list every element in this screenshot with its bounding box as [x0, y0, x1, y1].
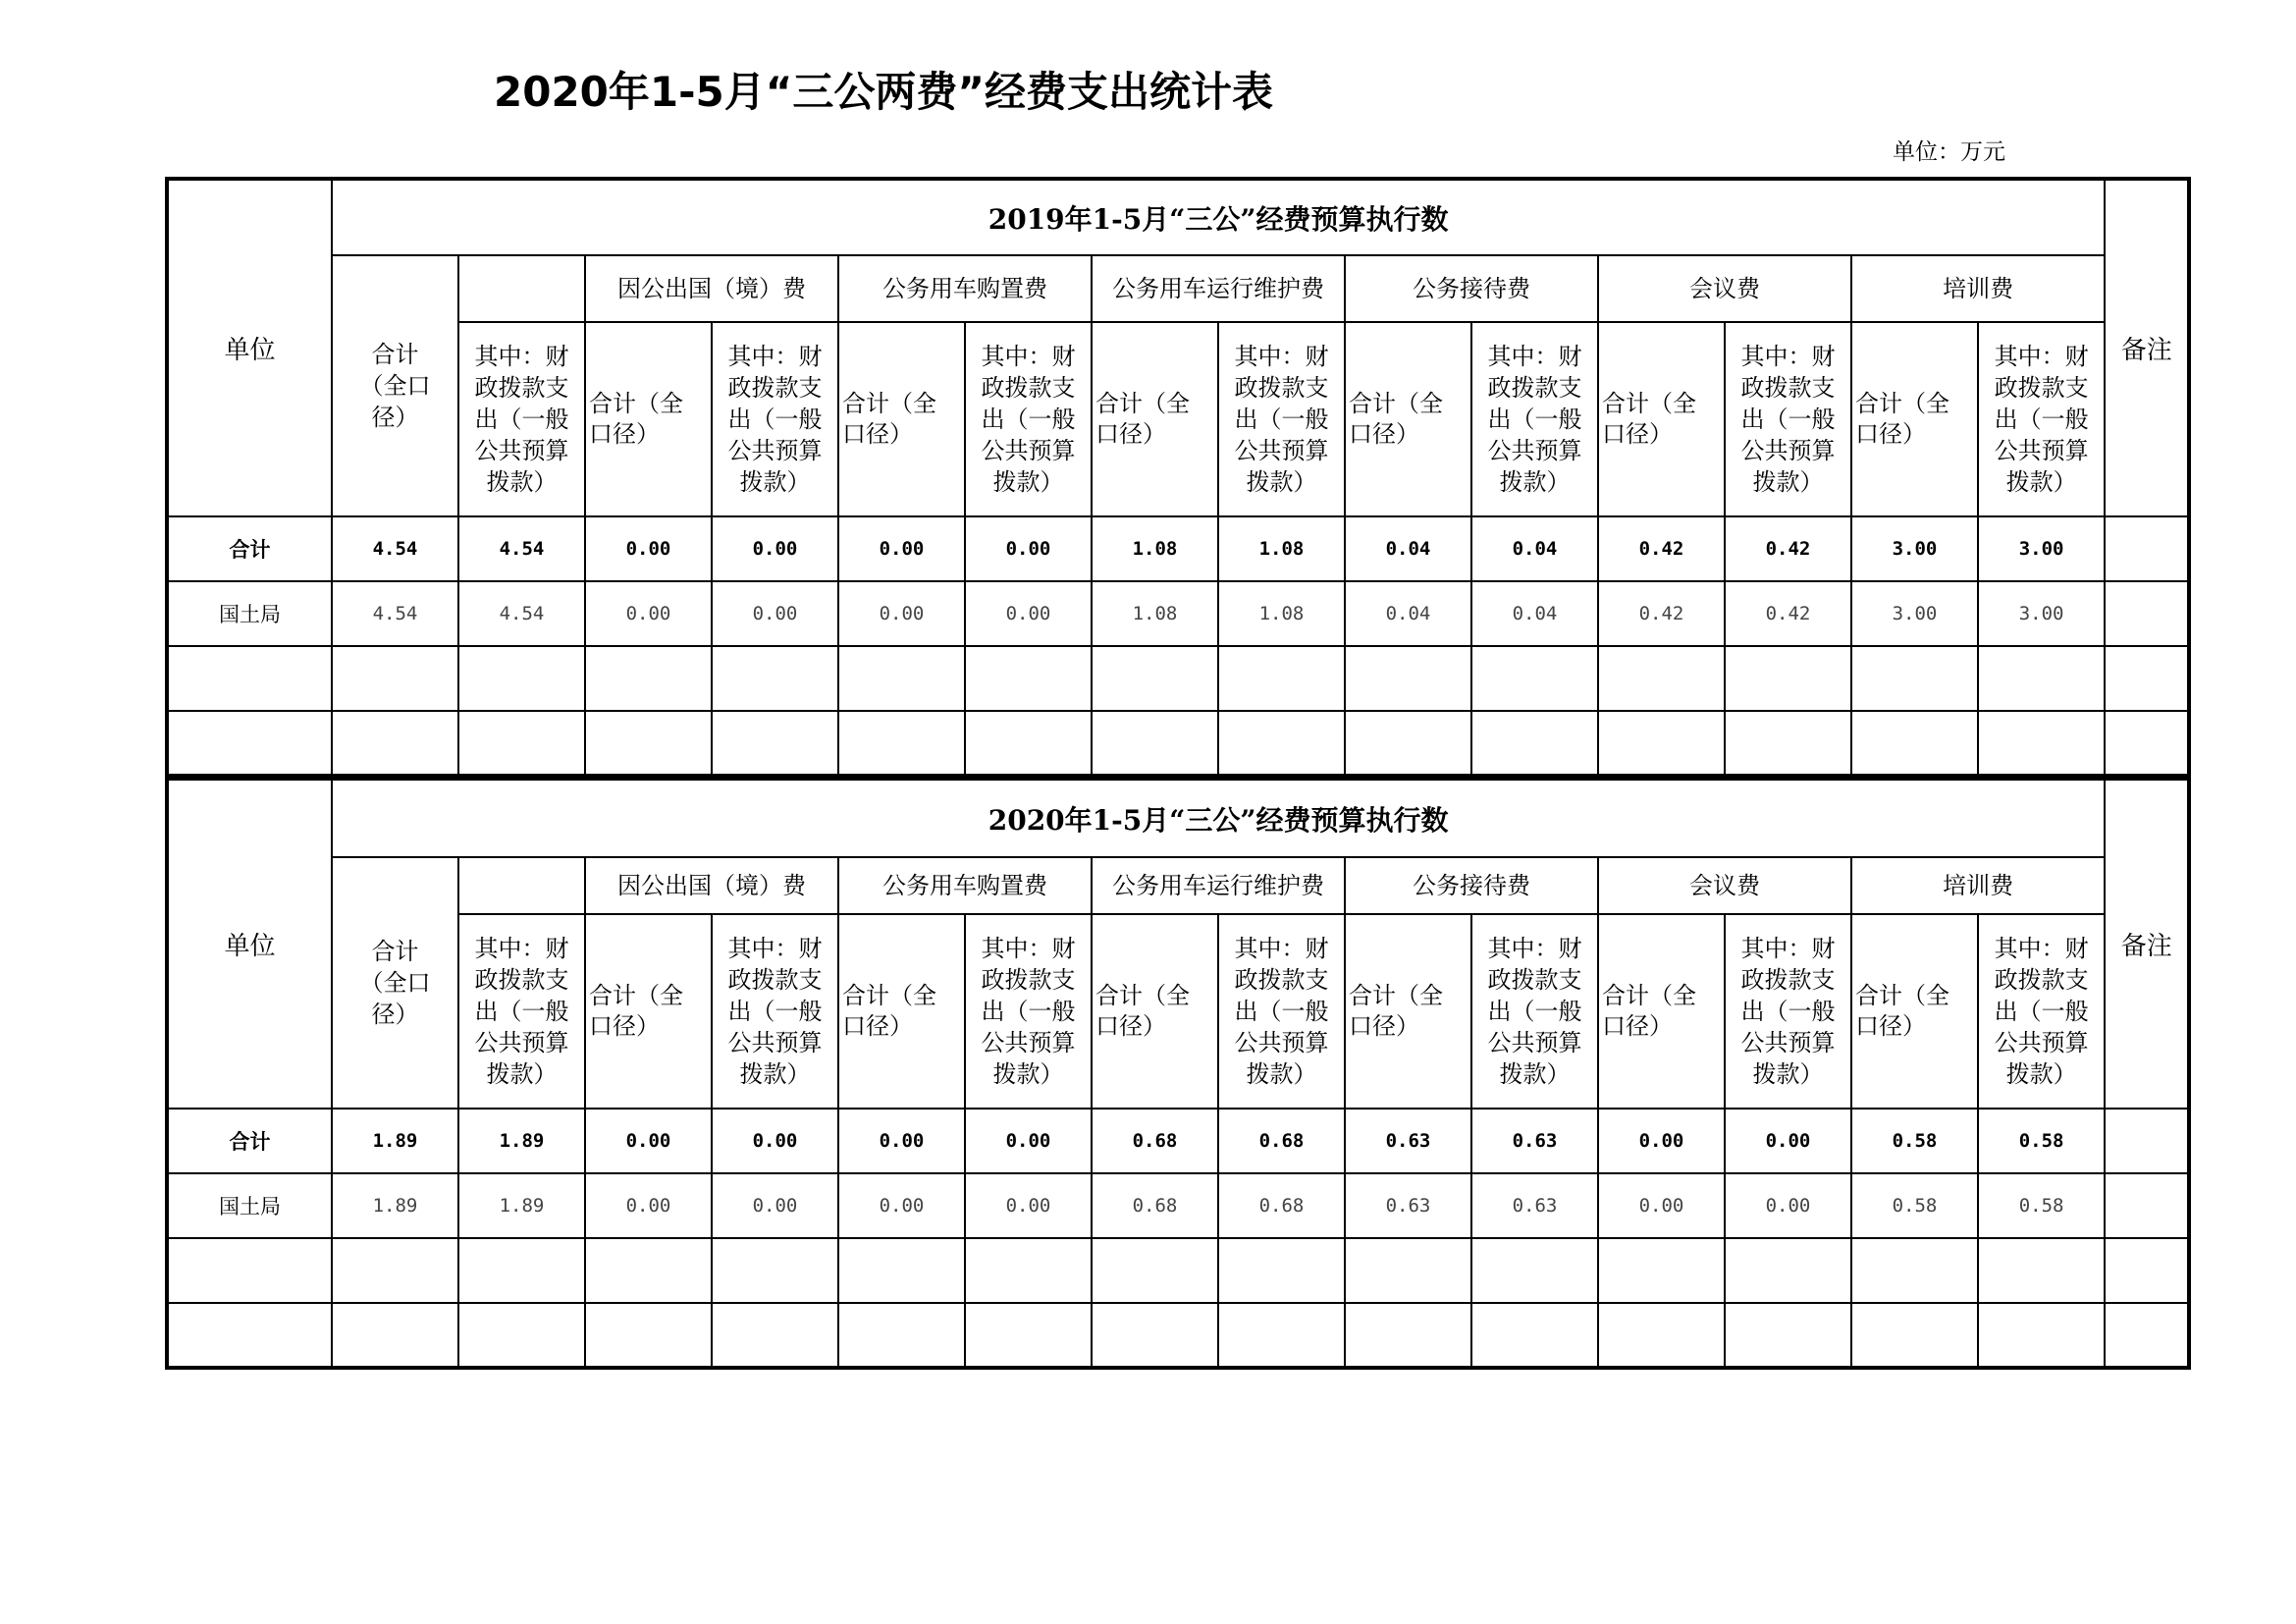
empty-cell	[1345, 711, 1471, 776]
empty-cell	[585, 646, 712, 711]
empty-cell	[2105, 711, 2189, 776]
category-header: 因公出国（境）费	[585, 255, 838, 322]
category-header: 公务接待费	[1345, 255, 1598, 322]
value-cell: 0.63	[1471, 1173, 1598, 1238]
value-cell: 0.42	[1725, 581, 1851, 646]
empty-cell	[838, 646, 965, 711]
section-title: 2019年1-5月“三公”经费预算执行数	[332, 179, 2105, 255]
empty-cell	[1092, 711, 1218, 776]
fiscal-sub-header: 其中：财 政拨款支 出（一般 公共预算 拨款）	[1218, 322, 1345, 516]
value-cell: 0.00	[838, 581, 965, 646]
table-row	[167, 1173, 2189, 1238]
total-value-cell: 1.08	[1092, 516, 1218, 581]
empty-cell	[1978, 646, 2105, 711]
empty-cell	[1345, 646, 1471, 711]
fiscal-sub-header: 其中：财 政拨款支 出（一般 公共预算 拨款）	[1725, 322, 1851, 516]
sub-total-header: 合计（全 口径）	[1092, 322, 1218, 516]
total-value-cell: 1.89	[458, 1109, 585, 1173]
category-header: 公务接待费	[1345, 857, 1598, 914]
total-value-cell: 0.00	[965, 516, 1092, 581]
value-cell: 0.04	[1471, 581, 1598, 646]
empty-cell	[712, 1238, 838, 1303]
value-cell: 0.42	[1598, 581, 1725, 646]
remark-cell	[2105, 516, 2189, 581]
total-value-cell: 1.89	[332, 1109, 458, 1173]
empty-cell	[712, 711, 838, 776]
section-title-row	[167, 179, 2189, 255]
empty-cell	[1978, 1303, 2105, 1368]
section-title: 2020年1-5月“三公”经费预算执行数	[332, 779, 2105, 857]
empty-cell	[1218, 711, 1345, 776]
value-cell: 1.89	[458, 1173, 585, 1238]
total-row-label: 合计	[167, 1109, 332, 1173]
unit-note: 单位：万元	[1893, 139, 2005, 165]
total-value-cell: 0.00	[838, 516, 965, 581]
value-cell: 3.00	[1978, 581, 2105, 646]
empty-cell	[1598, 1303, 1725, 1368]
fiscal-sub-header: 其中：财 政拨款支 出（一般 公共预算 拨款）	[1725, 914, 1851, 1109]
total-full-header: 合计 （全口 径）	[332, 255, 458, 516]
empty-row	[167, 711, 2189, 776]
sub-total-header: 合计（全 口径）	[1598, 914, 1725, 1109]
total-row	[167, 1109, 2189, 1173]
remark-header: 备注	[2105, 779, 2189, 1109]
empty-cell	[712, 646, 838, 711]
empty-cell	[585, 1238, 712, 1303]
table-row	[167, 581, 2189, 646]
empty-cell	[1218, 646, 1345, 711]
value-cell: 0.58	[1851, 1173, 1978, 1238]
empty-cell	[1725, 711, 1851, 776]
empty-cell	[1725, 1238, 1851, 1303]
empty-cell	[1978, 711, 2105, 776]
remark-cell	[2105, 1173, 2189, 1238]
total-value-cell: 4.54	[332, 516, 458, 581]
blank-header-cell	[458, 857, 585, 914]
remark-cell	[2105, 1109, 2189, 1173]
value-cell: 0.00	[585, 581, 712, 646]
empty-cell	[458, 1303, 585, 1368]
row-label: 国土局	[167, 581, 332, 646]
category-header: 会议费	[1598, 255, 1851, 322]
fiscal-sub-header: 其中：财 政拨款支 出（一般 公共预算 拨款）	[458, 914, 585, 1109]
empty-cell	[1851, 646, 1978, 711]
sub-total-header: 合计（全 口径）	[1345, 322, 1471, 516]
empty-row	[167, 1238, 2189, 1303]
sub-header-row	[167, 914, 2189, 1109]
empty-cell	[838, 1238, 965, 1303]
total-full-header: 合计 （全口 径）	[332, 857, 458, 1109]
fiscal-sub-header: 其中：财 政拨款支 出（一般 公共预算 拨款）	[712, 914, 838, 1109]
empty-cell	[167, 1303, 332, 1368]
value-cell: 0.00	[712, 1173, 838, 1238]
category-header: 公务用车运行维护费	[1092, 857, 1345, 914]
category-header: 公务用车运行维护费	[1092, 255, 1345, 322]
empty-cell	[1345, 1303, 1471, 1368]
page-title: 2020年1-5月“三公两费”经费支出统计表	[494, 68, 1273, 116]
total-value-cell: 0.04	[1345, 516, 1471, 581]
empty-cell	[965, 711, 1092, 776]
fiscal-sub-header: 其中：财 政拨款支 出（一般 公共预算 拨款）	[1471, 914, 1598, 1109]
value-cell: 4.54	[458, 581, 585, 646]
sub-total-header: 合计（全 口径）	[585, 322, 712, 516]
empty-cell	[1218, 1238, 1345, 1303]
expense-table-section	[165, 177, 2191, 778]
total-value-cell: 0.00	[838, 1109, 965, 1173]
category-header: 培训费	[1851, 255, 2105, 322]
empty-cell	[1725, 646, 1851, 711]
empty-cell	[1092, 1238, 1218, 1303]
total-value-cell: 0.00	[585, 516, 712, 581]
empty-cell	[965, 1238, 1092, 1303]
total-value-cell: 0.00	[1725, 1109, 1851, 1173]
total-value-cell: 0.00	[712, 516, 838, 581]
empty-cell	[1092, 646, 1218, 711]
total-value-cell: 0.42	[1598, 516, 1725, 581]
value-cell: 0.58	[1978, 1173, 2105, 1238]
total-value-cell: 0.58	[1851, 1109, 1978, 1173]
sub-total-header: 合计（全 口径）	[1092, 914, 1218, 1109]
empty-cell	[458, 646, 585, 711]
sub-total-header: 合计（全 口径）	[1851, 322, 1978, 516]
value-cell: 0.00	[1598, 1173, 1725, 1238]
category-header-row	[167, 255, 2189, 322]
fiscal-sub-header: 其中：财 政拨款支 出（一般 公共预算 拨款）	[1978, 322, 2105, 516]
total-value-cell: 0.63	[1471, 1109, 1598, 1173]
value-cell: 1.08	[1218, 581, 1345, 646]
empty-cell	[332, 1303, 458, 1368]
empty-cell	[1851, 1238, 1978, 1303]
empty-cell	[458, 711, 585, 776]
total-value-cell: 4.54	[458, 516, 585, 581]
empty-cell	[1471, 711, 1598, 776]
empty-cell	[1092, 1303, 1218, 1368]
total-row	[167, 516, 2189, 581]
empty-cell	[1598, 1238, 1725, 1303]
empty-cell	[1978, 1238, 2105, 1303]
total-value-cell: 0.63	[1345, 1109, 1471, 1173]
empty-cell	[585, 711, 712, 776]
value-cell: 3.00	[1851, 581, 1978, 646]
value-cell: 0.63	[1345, 1173, 1471, 1238]
value-cell: 0.00	[838, 1173, 965, 1238]
empty-cell	[1598, 711, 1725, 776]
empty-cell	[585, 1303, 712, 1368]
sub-total-header: 合计（全 口径）	[1851, 914, 1978, 1109]
empty-cell	[1471, 1238, 1598, 1303]
empty-cell	[1471, 646, 1598, 711]
value-cell: 0.00	[712, 581, 838, 646]
remark-cell	[2105, 581, 2189, 646]
empty-cell	[332, 1238, 458, 1303]
category-header: 会议费	[1598, 857, 1851, 914]
empty-cell	[458, 1238, 585, 1303]
empty-cell	[2105, 1303, 2189, 1368]
empty-cell	[838, 1303, 965, 1368]
fiscal-sub-header: 其中：财 政拨款支 出（一般 公共预算 拨款）	[965, 914, 1092, 1109]
empty-cell	[1345, 1238, 1471, 1303]
total-value-cell: 3.00	[1978, 516, 2105, 581]
empty-cell	[167, 646, 332, 711]
value-cell: 0.00	[965, 581, 1092, 646]
remark-header: 备注	[2105, 179, 2189, 516]
sub-total-header: 合计（全 口径）	[1345, 914, 1471, 1109]
value-cell: 4.54	[332, 581, 458, 646]
sub-total-header: 合计（全 口径）	[838, 914, 965, 1109]
empty-cell	[2105, 1238, 2189, 1303]
row-label: 国土局	[167, 1173, 332, 1238]
empty-cell	[1218, 1303, 1345, 1368]
empty-cell	[1471, 1303, 1598, 1368]
sub-header-row	[167, 322, 2189, 516]
total-value-cell: 1.08	[1218, 516, 1345, 581]
fiscal-sub-header: 其中：财 政拨款支 出（一般 公共预算 拨款）	[712, 322, 838, 516]
empty-row	[167, 646, 2189, 711]
empty-cell	[167, 1238, 332, 1303]
empty-cell	[965, 1303, 1092, 1368]
value-cell: 0.04	[1345, 581, 1471, 646]
empty-cell	[1851, 711, 1978, 776]
value-cell: 0.68	[1218, 1173, 1345, 1238]
value-cell: 0.68	[1092, 1173, 1218, 1238]
empty-cell	[712, 1303, 838, 1368]
category-header-row	[167, 857, 2189, 914]
fiscal-sub-header: 其中：财 政拨款支 出（一般 公共预算 拨款）	[458, 322, 585, 516]
value-cell: 0.00	[1725, 1173, 1851, 1238]
fiscal-sub-header: 其中：财 政拨款支 出（一般 公共预算 拨款）	[1978, 914, 2105, 1109]
empty-cell	[332, 646, 458, 711]
value-cell: 1.08	[1092, 581, 1218, 646]
expense-table-section	[165, 777, 2191, 1370]
total-value-cell: 3.00	[1851, 516, 1978, 581]
empty-cell	[1598, 646, 1725, 711]
empty-cell	[1851, 1303, 1978, 1368]
total-value-cell: 0.58	[1978, 1109, 2105, 1173]
unit-header: 单位	[167, 779, 332, 1109]
empty-cell	[332, 711, 458, 776]
fiscal-sub-header: 其中：财 政拨款支 出（一般 公共预算 拨款）	[965, 322, 1092, 516]
total-value-cell: 0.42	[1725, 516, 1851, 581]
section-title-row	[167, 779, 2189, 857]
empty-cell	[1725, 1303, 1851, 1368]
empty-cell	[838, 711, 965, 776]
empty-cell	[167, 711, 332, 776]
total-value-cell: 0.00	[1598, 1109, 1725, 1173]
total-value-cell: 0.00	[712, 1109, 838, 1173]
value-cell: 1.89	[332, 1173, 458, 1238]
category-header: 因公出国（境）费	[585, 857, 838, 914]
fiscal-sub-header: 其中：财 政拨款支 出（一般 公共预算 拨款）	[1218, 914, 1345, 1109]
empty-cell	[965, 646, 1092, 711]
sub-total-header: 合计（全 口径）	[1598, 322, 1725, 516]
empty-cell	[2105, 646, 2189, 711]
total-value-cell: 0.00	[585, 1109, 712, 1173]
blank-header-cell	[458, 255, 585, 322]
value-cell: 0.00	[585, 1173, 712, 1238]
unit-header: 单位	[167, 179, 332, 516]
fiscal-sub-header: 其中：财 政拨款支 出（一般 公共预算 拨款）	[1471, 322, 1598, 516]
category-header: 培训费	[1851, 857, 2105, 914]
empty-row	[167, 1303, 2189, 1368]
category-header: 公务用车购置费	[838, 255, 1092, 322]
value-cell: 0.00	[965, 1173, 1092, 1238]
total-row-label: 合计	[167, 516, 332, 581]
total-value-cell: 0.68	[1218, 1109, 1345, 1173]
total-value-cell: 0.04	[1471, 516, 1598, 581]
total-value-cell: 0.68	[1092, 1109, 1218, 1173]
sub-total-header: 合计（全 口径）	[585, 914, 712, 1109]
category-header: 公务用车购置费	[838, 857, 1092, 914]
sub-total-header: 合计（全 口径）	[838, 322, 965, 516]
total-value-cell: 0.00	[965, 1109, 1092, 1173]
